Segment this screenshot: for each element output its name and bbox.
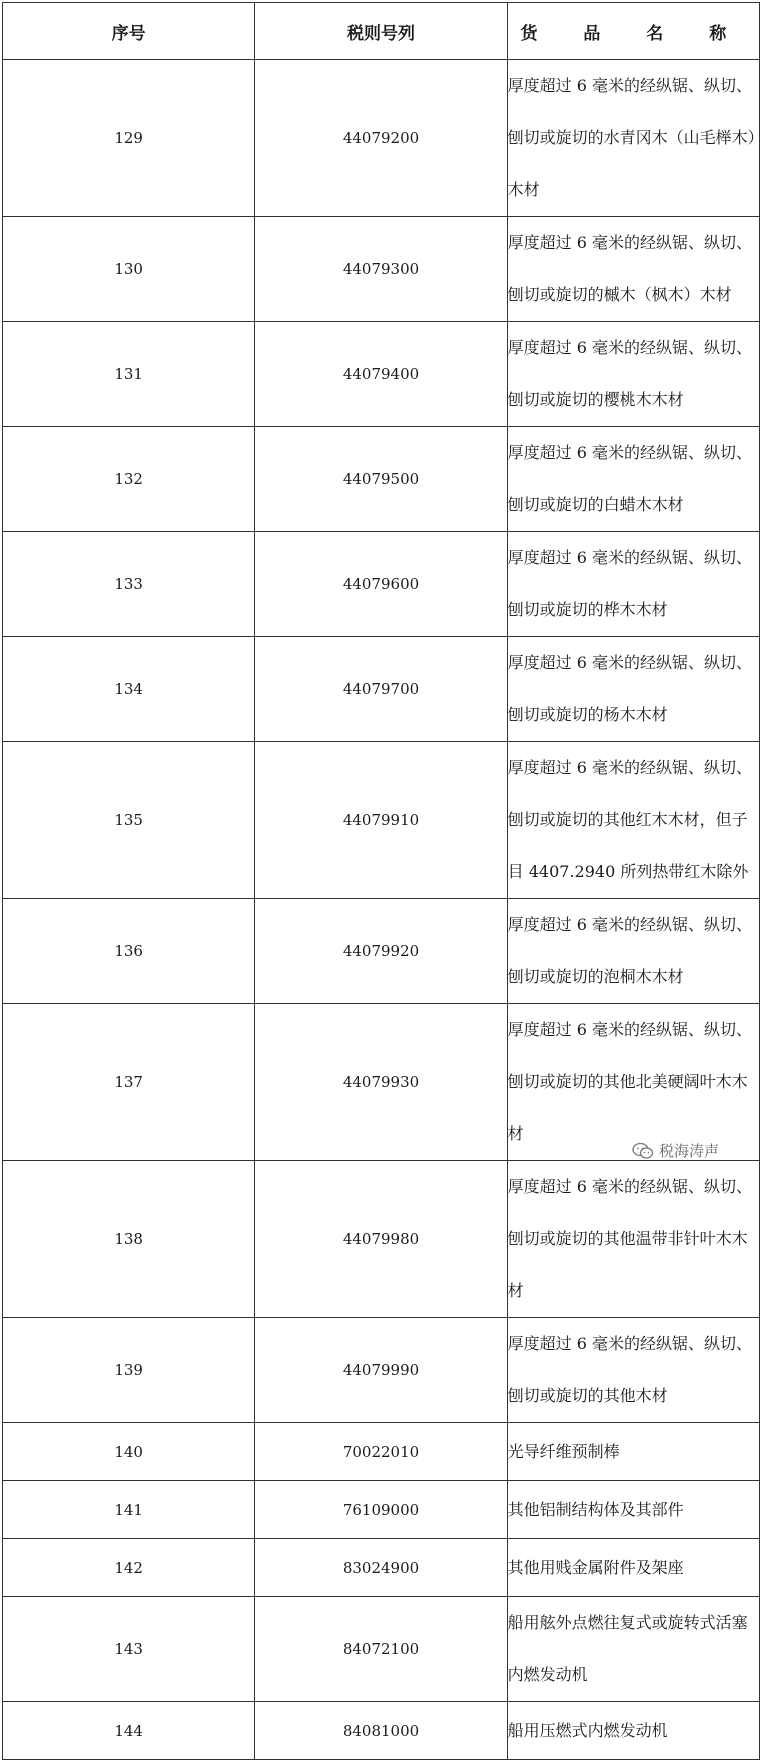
header-row [3,3,760,60]
table-row [3,1539,760,1597]
row-name: 船用压燃式内燃发动机 [507,1702,759,1760]
row-code: 44079980 [255,1161,507,1318]
table-row [3,1161,760,1318]
row-seq: 129 [3,60,255,217]
row-seq: 130 [3,217,255,322]
watermark [632,1140,719,1161]
row-name: 船用舷外点燃往复式或旋转式活塞内燃发动机 [507,1597,759,1702]
row-seq: 142 [3,1539,255,1597]
row-seq: 141 [3,1481,255,1539]
row-name: 厚度超过 6 毫米的经纵锯、纵切、刨切或旋切的桦木木材 [507,532,759,637]
row-seq: 132 [3,427,255,532]
row-seq: 138 [3,1161,255,1318]
watermark-text: 税海涛声 [659,1142,720,1160]
table-row [3,1597,760,1702]
row-name: 厚度超过 6 毫米的经纵锯、纵切、刨切或旋切的水青冈木（山毛榉木）木材 [507,60,759,217]
table-row [3,742,760,899]
row-name: 厚度超过 6 毫米的经纵锯、纵切、刨切或旋切的其他温带非针叶木木材 [507,1161,759,1318]
table-row [3,1481,760,1539]
row-seq: 143 [3,1597,255,1702]
row-code: 44079500 [255,427,507,532]
row-seq: 140 [3,1423,255,1481]
tariff-table [2,2,760,1760]
row-name: 厚度超过 6 毫米的经纵锯、纵切、刨切或旋切的其他北美硬阔叶木木材 [507,1004,759,1161]
row-code: 44079990 [255,1318,507,1423]
row-name: 光导纤维预制棒 [507,1423,759,1481]
row-code: 44079400 [255,322,507,427]
table-row [3,1004,760,1161]
table-row [3,1318,760,1423]
row-name: 厚度超过 6 毫米的经纵锯、纵切、刨切或旋切的槭木（枫木）木材 [507,217,759,322]
row-name: 其他用贱金属附件及架座 [507,1539,759,1597]
row-seq: 139 [3,1318,255,1423]
row-code: 83024900 [255,1539,507,1597]
table-row [3,1423,760,1481]
row-code: 70022010 [255,1423,507,1481]
row-name: 其他铝制结构体及其部件 [507,1481,759,1539]
table-row [3,899,760,1004]
row-seq: 133 [3,532,255,637]
row-code: 84081000 [255,1702,507,1760]
header-seq: 序号 [3,3,255,60]
table-row [3,322,760,427]
row-code: 44079910 [255,742,507,899]
row-name: 厚度超过 6 毫米的经纵锯、纵切、刨切或旋切的其他木材 [507,1318,759,1423]
row-seq: 144 [3,1702,255,1760]
row-name: 厚度超过 6 毫米的经纵锯、纵切、刨切或旋切的杨木木材 [507,637,759,742]
row-code: 44079700 [255,637,507,742]
header-name: 货 品 名 称 [507,3,759,60]
row-code: 44079200 [255,60,507,217]
row-seq: 135 [3,742,255,899]
row-code: 44079930 [255,1004,507,1161]
row-code: 44079600 [255,532,507,637]
row-seq: 134 [3,637,255,742]
row-seq: 137 [3,1004,255,1161]
table-row [3,1702,760,1760]
row-seq: 131 [3,322,255,427]
row-code: 44079300 [255,217,507,322]
wechat-icon [632,1142,654,1160]
row-code: 76109000 [255,1481,507,1539]
table-row [3,532,760,637]
row-code: 44079920 [255,899,507,1004]
row-code: 84072100 [255,1597,507,1702]
row-name: 厚度超过 6 毫米的经纵锯、纵切、刨切或旋切的樱桃木木材 [507,322,759,427]
header-code: 税则号列 [255,3,507,60]
row-seq: 136 [3,899,255,1004]
table-row [3,217,760,322]
table-row [3,637,760,742]
row-name: 厚度超过 6 毫米的经纵锯、纵切、刨切或旋切的白蜡木木材 [507,427,759,532]
table-row [3,427,760,532]
row-name: 厚度超过 6 毫米的经纵锯、纵切、刨切或旋切的泡桐木木材 [507,899,759,1004]
row-name: 厚度超过 6 毫米的经纵锯、纵切、刨切或旋切的其他红木木材，但子目 4407.2940 所列热带红木除外 [507,742,759,899]
table-row [3,60,760,217]
